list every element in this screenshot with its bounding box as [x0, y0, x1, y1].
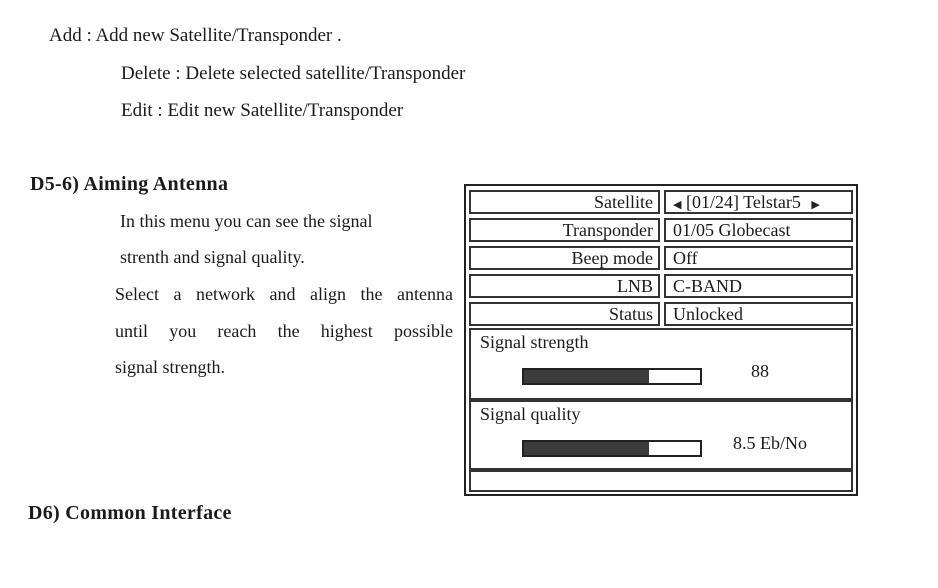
paragraph-line: until you reach the highest possible: [115, 321, 453, 341]
menu-footer-strip: [469, 470, 853, 492]
signal-quality-section: [469, 400, 853, 470]
signal-strength-bar-fill: [524, 370, 649, 383]
menu-row-status: [469, 302, 853, 326]
menu-row-lnb[interactable]: [469, 274, 853, 298]
satellite-selection: [01/24] Telstar5: [685, 192, 801, 212]
status-label: Status: [469, 302, 660, 326]
edit-description: Edit : Edit new Satellite/Transponder: [121, 100, 404, 121]
paragraph-line: In this menu you can see the signal: [120, 211, 373, 231]
left-arrow-icon[interactable]: ◀: [673, 199, 682, 211]
add-description: Add : Add new Satellite/Transponder .: [49, 25, 342, 46]
signal-strength-section: [469, 328, 853, 400]
signal-strength-bar: [522, 368, 702, 385]
aiming-antenna-menu: [464, 184, 858, 496]
satellite-label: Satellite: [469, 190, 660, 214]
paragraph-line: signal strength.: [115, 357, 225, 377]
delete-description: Delete : Delete selected satellite/Transponder: [121, 63, 466, 84]
paragraph-line: strenth and signal quality.: [120, 247, 305, 267]
signal-quality-value: 8.5 Eb/No: [733, 433, 807, 453]
signal-quality-bar-fill: [524, 442, 649, 455]
section-heading-common-interface: D6) Common Interface: [28, 502, 232, 524]
lnb-label: LNB: [469, 274, 660, 298]
transponder-label: Transponder: [469, 218, 660, 242]
satellite-value[interactable]: [664, 190, 853, 214]
section-heading-aiming-antenna: D5-6) Aiming Antenna: [30, 173, 229, 195]
status-value: Unlocked: [664, 302, 853, 326]
transponder-value[interactable]: 01/05 Globecast: [664, 218, 853, 242]
right-arrow-icon[interactable]: ▶: [811, 199, 820, 211]
menu-row-transponder[interactable]: [469, 218, 853, 242]
signal-strength-label: Signal strength: [480, 332, 589, 352]
menu-row-satellite[interactable]: [469, 190, 853, 214]
paragraph-line: Select a network and align the antenna: [115, 284, 453, 304]
signal-strength-value: 88: [751, 361, 769, 381]
signal-quality-bar: [522, 440, 702, 457]
signal-quality-label: Signal quality: [480, 404, 581, 424]
beep-mode-value[interactable]: Off: [664, 246, 853, 270]
lnb-value[interactable]: C-BAND: [664, 274, 853, 298]
menu-row-beep-mode[interactable]: [469, 246, 853, 270]
beep-mode-label: Beep mode: [469, 246, 660, 270]
